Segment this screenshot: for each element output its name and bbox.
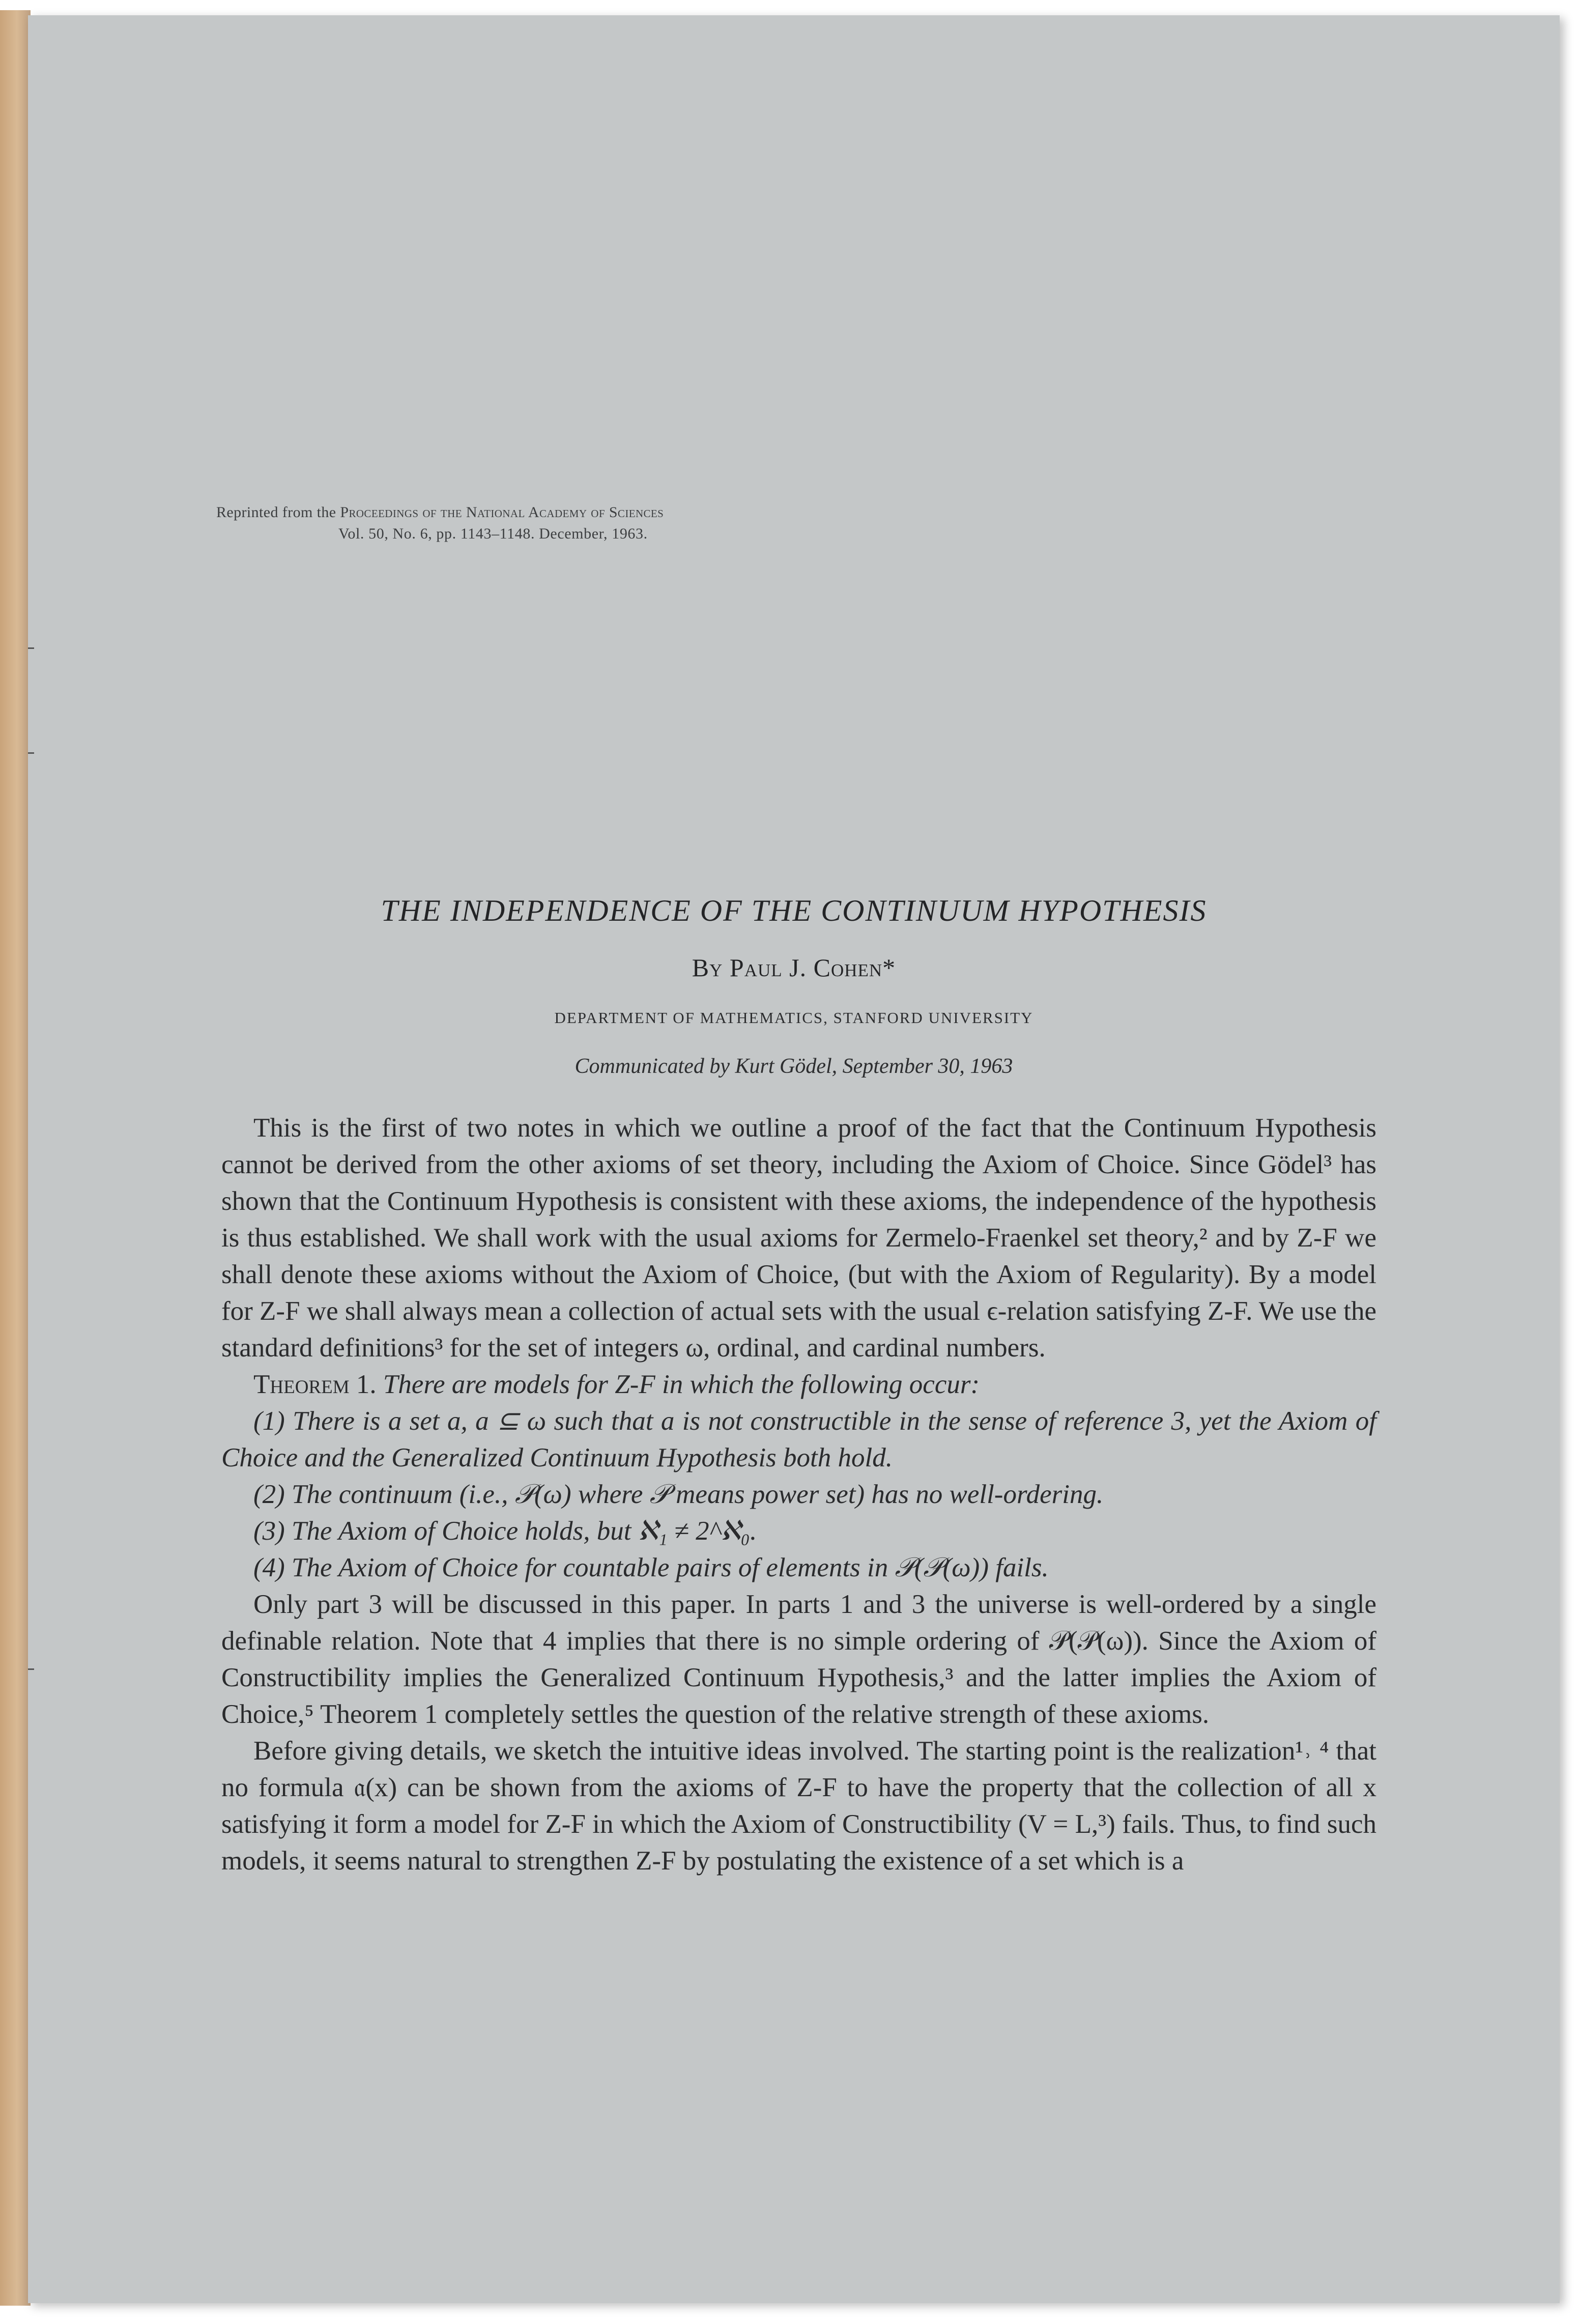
paper-title: THE INDEPENDENCE OF THE CONTINUUM HYPOTHESIS (381, 894, 1207, 927)
theorem-heading (221, 1366, 1376, 1403)
author-byline: By Paul J. Cohen* (692, 953, 896, 982)
details-paragraph: Before giving details, we sketch the intuitive ideas involved. The starting point is the realization¹˒ ⁴ that no formula 𝔞(x) can be shown from the axioms of Z-F to have the property that the collection of all x satisfying it form a model for Z-F in which the Axiom of Constructibility (V = L,³) fails. Thus, to find such models, it seems natural to strengthen Z-F by postulating the existence of a set which is a (221, 1736, 1376, 1876)
reprint-prefix: Reprinted from the (216, 504, 336, 521)
binding-mark (28, 1668, 34, 1670)
theorem-item-3: (3) The Axiom of Choice holds, but ℵ₁ ≠ 2^ℵ₀. (253, 1516, 757, 1546)
theorem-statement: There are models for Z-F in which the following occur: (383, 1370, 980, 1399)
communicated-by: Communicated by Kurt Gödel, September 30, 1963 (574, 1055, 1013, 1078)
theorem-item-1: (1) There is a set a, a ⊆ ω such that a is not constructible in the sense of reference 3, yet the Axiom of Choice and the Generalized Continuum Hypothesis both hold. (221, 1406, 1376, 1472)
part3-paragraph: Only part 3 will be discussed in this paper. In parts 1 and 3 the universe is well-ordered by a single definable relation. Note that 4 implies that there is no simple ordering of 𝒫(𝒫(ω)). Since the Axiom of Constructibility implies the Generalized Continuum Hypothesis,³ and the latter implies the Axiom of Choice,⁵ Theorem 1 completely settles the question of the relative strength of these axioms. (221, 1590, 1376, 1729)
reprint-volume-line: Vol. 50, No. 6, pp. 1143–1148. December, 1963. (338, 525, 648, 542)
journal-name: Proceedings of the National Academy of Sciences (340, 504, 664, 521)
underlying-page-edge (0, 10, 31, 2306)
journal-page (28, 15, 1560, 2303)
reprint-header (216, 504, 664, 543)
intro-paragraph: This is the first of two notes in which we outline a proof of the fact that the Continuum Hypothesis cannot be derived from the other axioms of set theory, including the Axiom of Choice. Since Gödel³ has shown that the Continuum Hypothesis is consistent with these axioms, the independence of the hypothesis is thus established. We shall work with the usual axioms for Zermelo-Fraenkel set theory,² and by Z-F we shall denote these axioms without the Axiom of Choice, (but with the Axiom of Regularity). By a model for Z-F we shall always mean a collection of actual sets with the usual ϵ-relation satisfying Z-F. We use the standard definitions³ for the set of integers ω, ordinal, and cardinal numbers. (221, 1113, 1376, 1363)
reprint-source-line (216, 504, 664, 521)
theorem-item-2: (2) The continuum (i.e., 𝒫(ω) where 𝒫 means power set) has no well-ordering. (253, 1480, 1104, 1509)
theorem-item-4: (4) The Axiom of Choice for countable pairs of elements in 𝒫(𝒫(ω)) fails. (253, 1553, 1049, 1582)
binding-mark (28, 752, 34, 754)
paper-body (221, 1110, 1376, 1879)
author-affiliation: DEPARTMENT OF MATHEMATICS, STANFORD UNIVERSITY (554, 1009, 1033, 1027)
theorem-label: Theorem 1. (253, 1370, 377, 1399)
binding-mark (28, 647, 34, 649)
